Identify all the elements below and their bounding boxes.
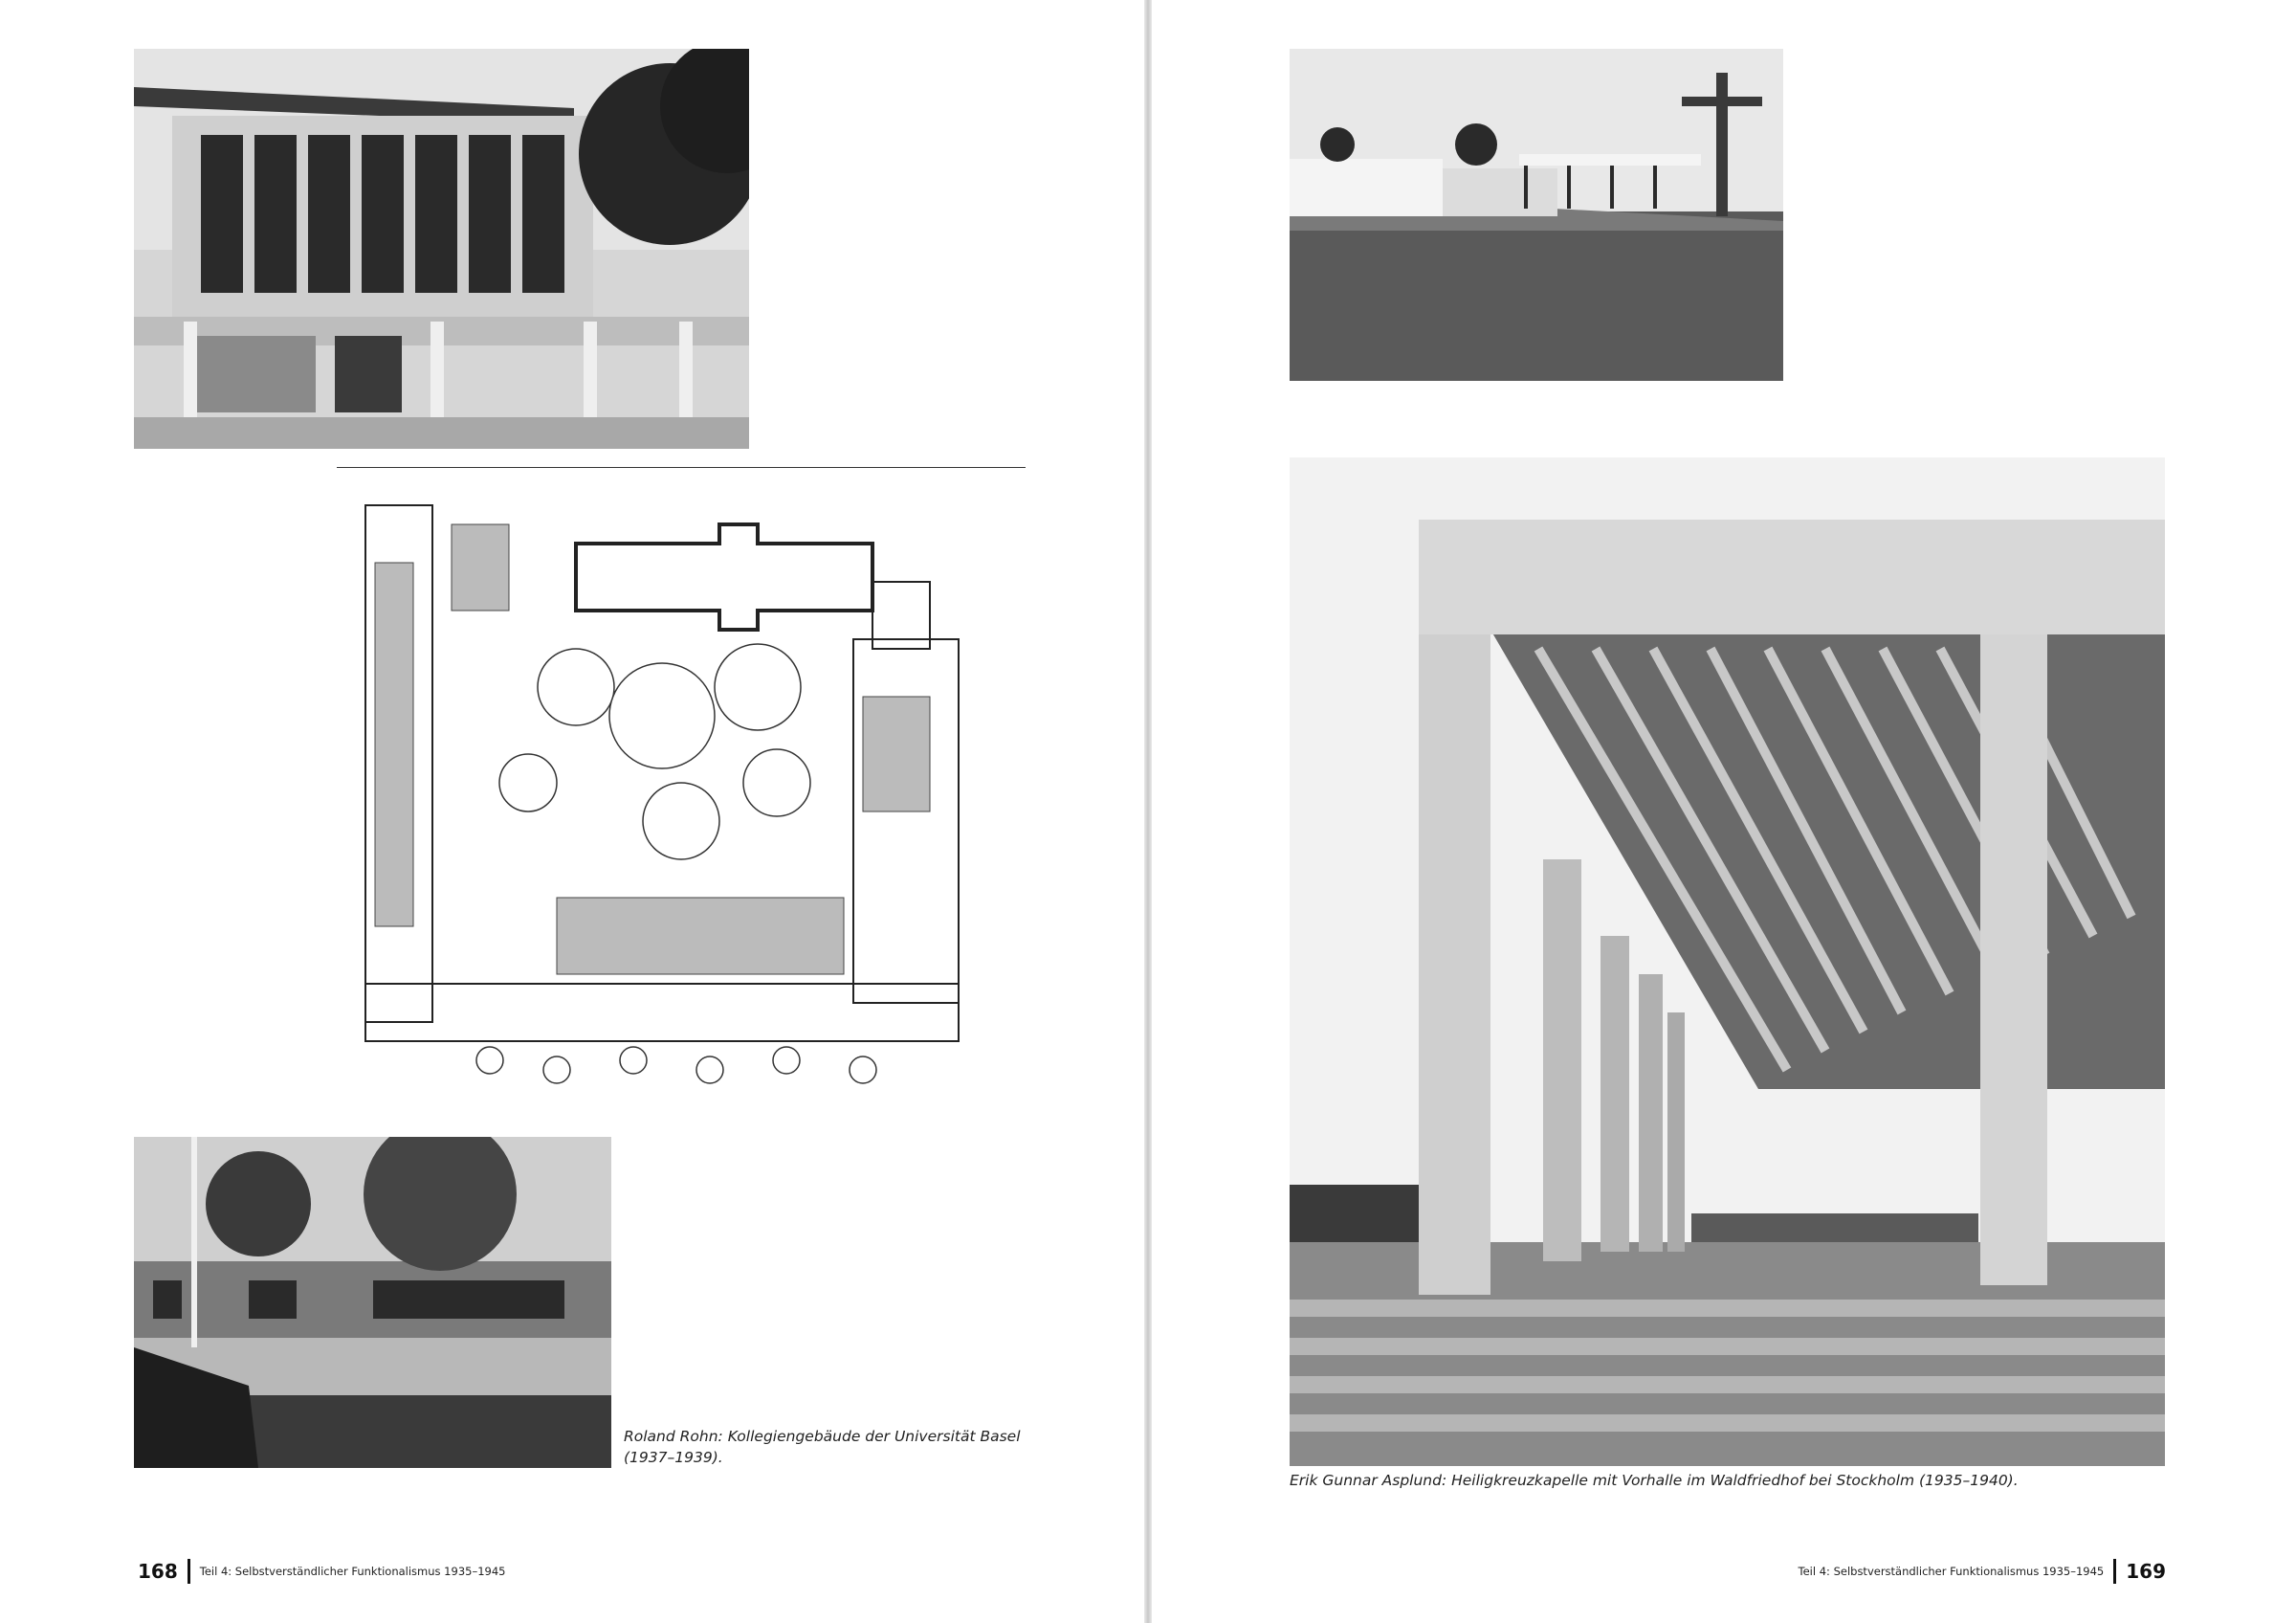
right-page [1152,0,2296,1623]
left-caption-line2: (1937–1939). [624,1449,723,1466]
left-footer [138,1558,505,1585]
left-caption-line1: Roland Rohn: Kollegiengebäude der Universität Basel [624,1428,1021,1445]
page-number-right: 169 [2126,1560,2166,1583]
footer-divider-right [2113,1559,2116,1584]
section-title-left: Teil 4: Selbstverständlicher Funktionalismus 1935–1945 [199,1565,506,1578]
left-caption [624,1426,1026,1468]
chapel-cross-photo [1290,49,1783,381]
right-caption: Erik Gunnar Asplund: Heiligkreuzkapelle mit Vorhalle im Waldfriedhof bei Stockholm (1935–1940). [1290,1472,2019,1489]
portico-photo [1290,457,2165,1466]
section-title-right: Teil 4: Selbstverständlicher Funktionalismus 1935–1945 [1798,1565,2105,1578]
page-number-left: 168 [138,1560,178,1583]
basel-facade-photo [134,49,749,449]
basel-courtyard-photo [134,1137,611,1468]
right-footer [1799,1558,2166,1585]
book-gutter [1144,0,1152,1623]
site-plan-drawing [337,467,1026,1095]
footer-divider-left [188,1559,190,1584]
left-page [0,0,1144,1623]
